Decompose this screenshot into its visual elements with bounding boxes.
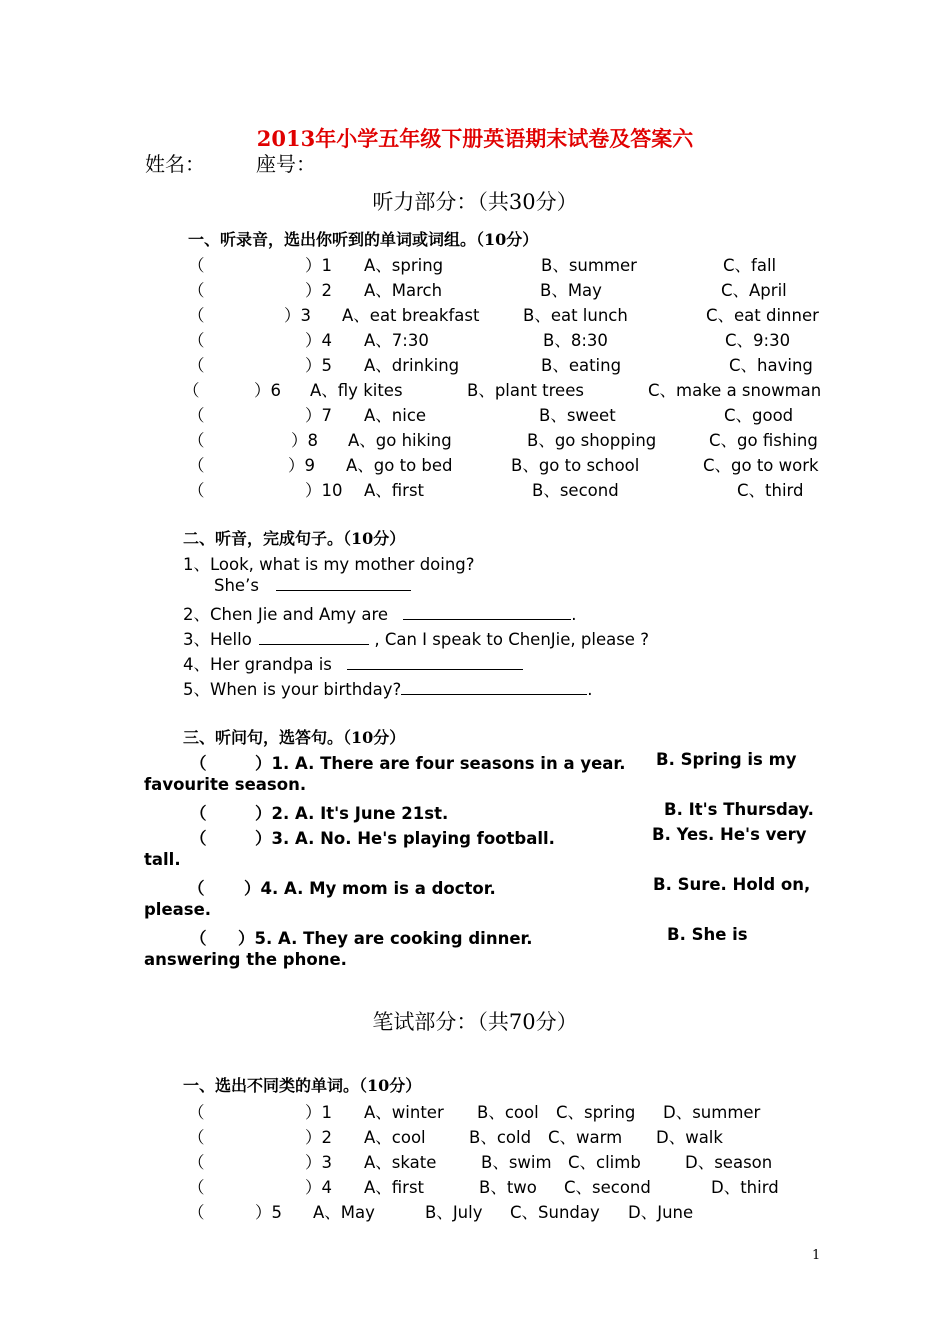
listening-part2-heading: 二、听音，完成句子。（10分） [183, 529, 406, 548]
q2-option-b: B. It's Thursday. [664, 800, 814, 819]
paren-open: （ [190, 929, 207, 948]
question-number: ）3 [284, 306, 311, 325]
option-a: A、eat breakfast [342, 306, 480, 325]
listening-heading [0, 186, 950, 216]
option-c: C、9:30 [725, 331, 791, 350]
option-d: D、June [628, 1203, 694, 1222]
paren-open: （ [188, 1178, 205, 1197]
option-b: B、eating [541, 356, 622, 375]
option-b: B、sweet [539, 406, 616, 425]
option-a: A、nice [364, 406, 427, 425]
q4-option-b: B. Sure. Hold on, [653, 875, 811, 894]
answer-blank[interactable] [403, 605, 571, 620]
option-d: D、summer [663, 1103, 761, 1122]
sentence-2-text: 2、Chen Jie and Amy are [183, 605, 389, 624]
answer-blank[interactable] [347, 655, 523, 670]
option-b: B、go shopping [527, 431, 657, 450]
q5-option-b-cont: answering the phone. [144, 950, 347, 969]
option-b: B、eat lunch [523, 306, 628, 325]
option-c: C、Sunday [510, 1203, 600, 1222]
q4-option-b-cont: please. [144, 900, 212, 919]
paren-open: （ [188, 1203, 205, 1222]
answer-blank[interactable] [276, 576, 411, 591]
q3-option-a: ）3. A. No. He's playing football. [255, 829, 555, 848]
paren-open: （ [190, 829, 207, 848]
option-a: A、cool [364, 1128, 426, 1147]
q5-option-a: ）5. A. They are cooking dinner. [238, 929, 533, 948]
sentence-5: 5、When is your birthday? . [183, 680, 593, 699]
question-number: ）7 [305, 406, 332, 425]
q5-option-b: B. She is [667, 925, 748, 944]
question-number: ）8 [291, 431, 318, 450]
sentence-3-text: 3、Hello [183, 630, 252, 649]
option-b: B、swim [481, 1153, 552, 1172]
sentence-1-answer-text: She’s [214, 576, 259, 595]
paren-open: （ [188, 256, 205, 275]
option-b: B、summer [541, 256, 637, 275]
option-c: C、go fishing [709, 431, 818, 450]
option-b: B、two [479, 1178, 537, 1197]
option-a: A、first [364, 1178, 425, 1197]
sentence-4 [183, 651, 523, 675]
sentence-2: 2、Chen Jie and Amy are . [183, 605, 577, 624]
answer-blank[interactable] [259, 630, 369, 645]
q3-option-b: B. Yes. He's very [652, 825, 807, 844]
option-b: B、8:30 [543, 331, 608, 350]
option-c: C、eat dinner [706, 306, 819, 325]
name-label: 姓名： [145, 152, 205, 176]
listening-part3-heading: 三、听问句，选答句。（10分） [183, 728, 406, 747]
question-number: ）1 [305, 256, 332, 275]
page-title: 2013年小学五年级下册英语期末试卷及答案六 [256, 126, 694, 151]
question-number: ）1 [305, 1103, 332, 1122]
option-c: C、second [564, 1178, 651, 1197]
paren-open: （ [188, 1153, 205, 1172]
listening-part1-heading: 一、听录音，选出你听到的单词或词组。（10分） [188, 230, 539, 249]
option-c: C、good [724, 406, 794, 425]
sentence-3-tail: , Can I speak to ChenJie, please ? [374, 630, 649, 649]
paren-open: （ [188, 406, 205, 425]
option-a: A、fly kites [310, 381, 403, 400]
question-number: ）4 [305, 331, 332, 350]
question-number: ）4 [305, 1178, 332, 1197]
writing-heading [0, 1006, 950, 1036]
paren-open: （ [190, 804, 207, 823]
option-c: C、go to work [703, 456, 819, 475]
paren-open: （ [188, 879, 205, 898]
sentence-1-answer [214, 576, 411, 595]
page-number: 1 [812, 1248, 821, 1263]
paren-open: （ [188, 306, 205, 325]
paren-open: （ [188, 1128, 205, 1147]
option-c: C、warm [548, 1128, 623, 1147]
option-a: A、spring [364, 256, 444, 275]
question-number: ）10 [305, 481, 343, 500]
question-number: ）9 [288, 456, 315, 475]
option-a: A、March [364, 281, 443, 300]
option-d: D、third [711, 1178, 779, 1197]
option-a: A、7:30 [364, 331, 429, 350]
question-number: ）3 [305, 1153, 332, 1172]
option-a: A、May [313, 1203, 375, 1222]
seat-label: 座号： [256, 152, 316, 176]
paren-open: （ [188, 481, 205, 500]
q4-option-a: ）4. A. My mom is a doctor. [244, 879, 496, 898]
option-c: C、spring [556, 1103, 636, 1122]
paren-open: （ [190, 754, 207, 773]
option-c: C、having [729, 356, 813, 375]
sentence-1: 1、Look, what is my mother doing? [183, 555, 475, 574]
option-c: C、climb [568, 1153, 641, 1172]
paren-open: （ [188, 331, 205, 350]
q1-option-b: B. Spring is my [656, 750, 797, 769]
question-number: ）6 [254, 381, 281, 400]
q1-option-a: ）1. A. There are four seasons in a year. [255, 754, 626, 773]
q1-option-b-cont: favourite season. [144, 775, 307, 794]
sentence-4-text: 4、Her grandpa is [183, 655, 332, 674]
option-b: B、go to school [511, 456, 640, 475]
writing-heading-text: 笔试部分：（共70分） [372, 1010, 578, 1034]
option-d: D、season [685, 1153, 773, 1172]
q3-option-b-cont: tall. [144, 850, 181, 869]
option-b: B、cold [469, 1128, 532, 1147]
question-number: ）2 [305, 281, 332, 300]
question-number: ）2 [305, 1128, 332, 1147]
q2-option-a: ）2. A. It's June 21st. [255, 804, 449, 823]
paren-open: （ [188, 281, 205, 300]
option-b: B、cool [477, 1103, 539, 1122]
option-b: B、second [532, 481, 619, 500]
option-a: A、winter [364, 1103, 444, 1122]
option-b: B、plant trees [467, 381, 584, 400]
question-number: ）5 [305, 356, 332, 375]
sentence-3 [183, 626, 649, 650]
paren-open: （ [183, 381, 200, 400]
option-b: B、May [540, 281, 602, 300]
question-number: ）5 [255, 1203, 282, 1222]
sentence-5-text: 5、When is your birthday? [183, 680, 402, 699]
option-a: A、skate [364, 1153, 437, 1172]
option-b: B、July [425, 1203, 483, 1222]
paren-open: （ [188, 431, 205, 450]
option-c: C、make a snowman [648, 381, 822, 400]
option-c: C、April [721, 281, 787, 300]
listening-heading-text: 听力部分：（共30分） [372, 190, 578, 214]
paren-open: （ [188, 356, 205, 375]
answer-blank[interactable] [401, 680, 587, 695]
option-c: C、third [737, 481, 804, 500]
option-d: D、walk [656, 1128, 723, 1147]
option-a: A、drinking [364, 356, 460, 375]
option-a: A、go hiking [348, 431, 452, 450]
option-c: C、fall [723, 256, 777, 275]
option-a: A、go to bed [346, 456, 453, 475]
writing-part1-heading: 一、选出不同类的单词。（10分） [183, 1076, 422, 1095]
option-a: A、first [364, 481, 425, 500]
paren-open: （ [188, 1103, 205, 1122]
paren-open: （ [188, 456, 205, 475]
